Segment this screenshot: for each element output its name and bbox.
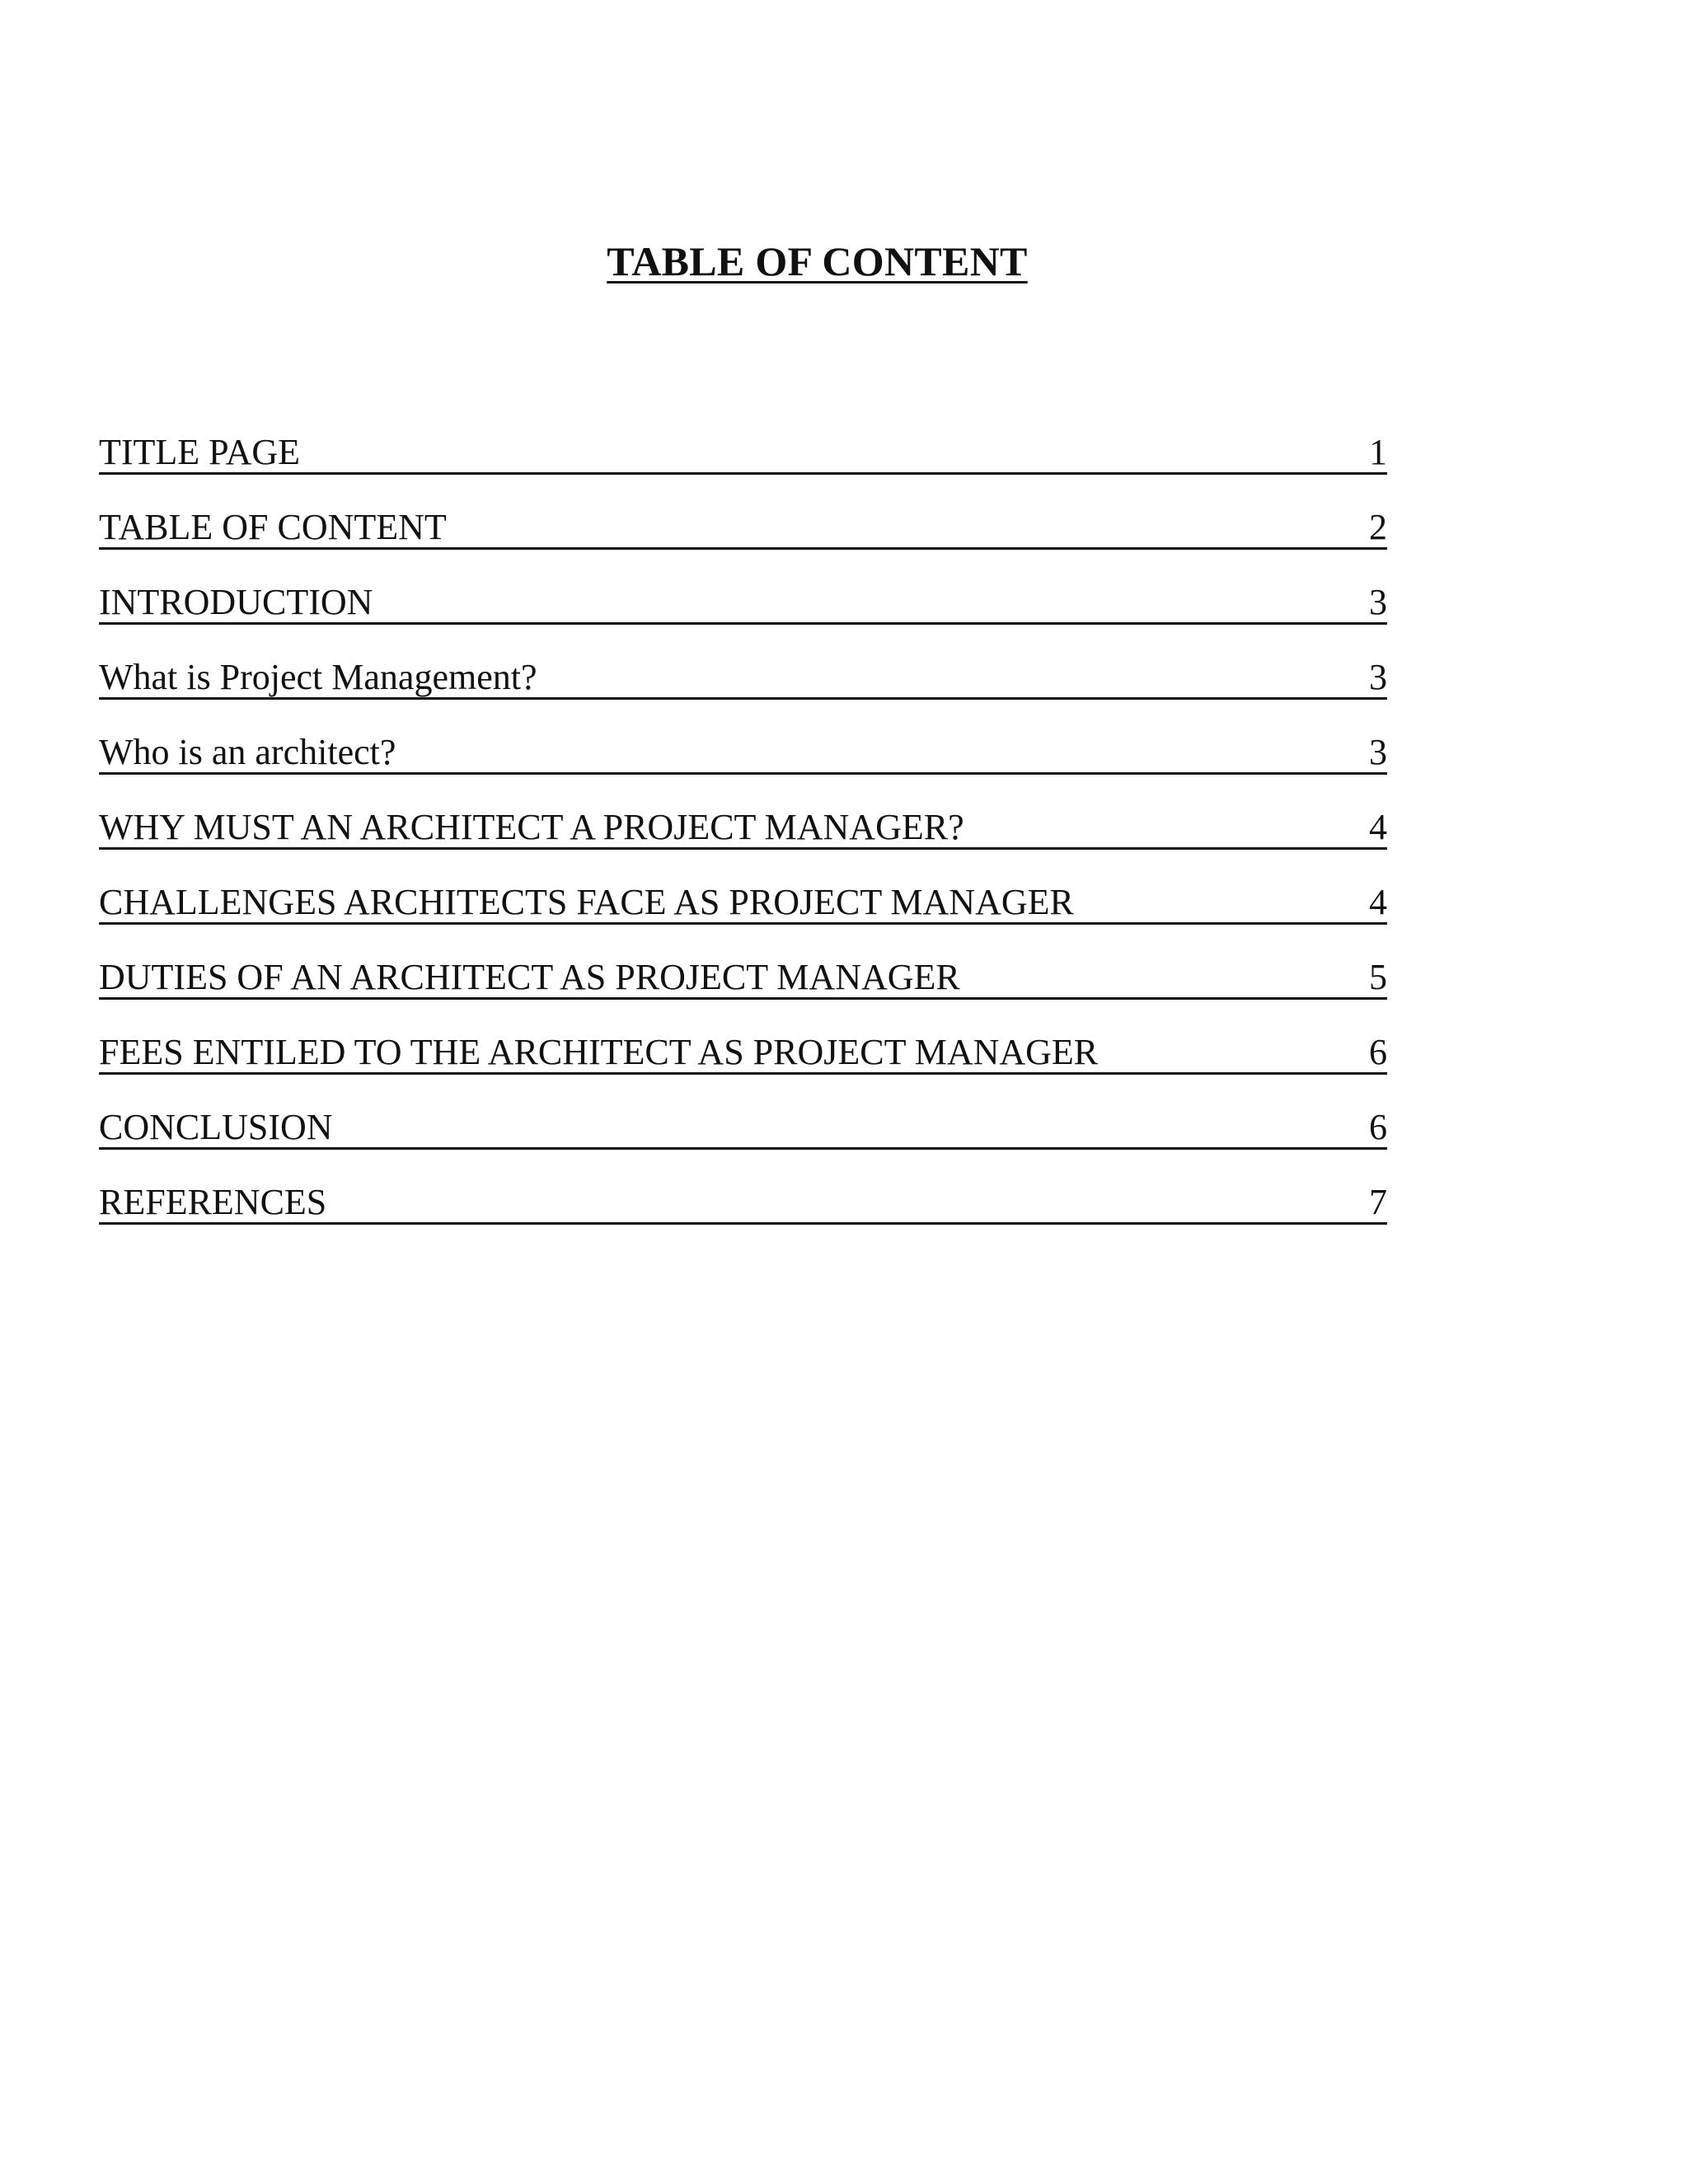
toc-entry-label: CONCLUSION	[99, 1107, 333, 1147]
toc-entry-row	[99, 1109, 1387, 1150]
toc-entry-row	[99, 809, 1387, 850]
toc-entry-page-number: 6	[1369, 1032, 1387, 1072]
toc-entry-page-number: 5	[1369, 957, 1387, 997]
toc-entry-row	[99, 509, 1387, 550]
toc-entry-fees[interactable]	[99, 1000, 1387, 1075]
toc-entry-page-number: 6	[1369, 1107, 1387, 1147]
toc-entry-page-number: 4	[1369, 882, 1387, 922]
toc-entry-label: TABLE OF CONTENT	[99, 507, 447, 547]
toc-entry-who-is-an-architect[interactable]	[99, 700, 1387, 775]
toc-entry-label: TITLE PAGE	[99, 432, 301, 472]
page-title: TABLE OF CONTENT	[607, 238, 1028, 284]
toc-entry-what-is-project-management[interactable]	[99, 625, 1387, 700]
toc-entry-introduction[interactable]	[99, 550, 1387, 625]
toc-entry-row	[99, 434, 1387, 475]
toc-entry-page-number: 7	[1369, 1182, 1387, 1222]
toc-entry-label: DUTIES OF AN ARCHITECT AS PROJECT MANAGER	[99, 957, 960, 997]
toc-entry-why-architect-project-manager[interactable]	[99, 775, 1387, 850]
toc-entry-conclusion[interactable]	[99, 1075, 1387, 1150]
toc-entry-label: FEES ENTILED TO THE ARCHITECT AS PROJECT MANAGER	[99, 1032, 1099, 1072]
toc-entry-page-number: 2	[1369, 507, 1387, 547]
toc-entry-duties[interactable]	[99, 925, 1387, 1000]
toc-entry-page-number: 3	[1369, 657, 1387, 697]
toc-entry-page-number: 4	[1369, 807, 1387, 847]
toc-entry-row	[99, 1034, 1387, 1075]
toc-entry-label: CHALLENGES ARCHITECTS FACE AS PROJECT MANAGER	[99, 882, 1074, 922]
toc-entry-page-number: 3	[1369, 582, 1387, 622]
toc-entry-challenges[interactable]	[99, 850, 1387, 925]
toc-entry-row	[99, 659, 1387, 700]
toc-entry-label: WHY MUST AN ARCHITECT A PROJECT MANAGER?	[99, 807, 964, 847]
toc-entry-label: INTRODUCTION	[99, 582, 373, 622]
toc-entry-row	[99, 1184, 1387, 1225]
table-of-contents	[99, 400, 1387, 1225]
toc-entry-label: What is Project Management?	[99, 657, 537, 697]
toc-entry-row	[99, 959, 1387, 1000]
toc-entry-table-of-content[interactable]	[99, 475, 1387, 550]
toc-entry-label: Who is an architect?	[99, 732, 396, 772]
toc-entry-references[interactable]	[99, 1150, 1387, 1225]
toc-entry-row	[99, 584, 1387, 625]
toc-entry-row	[99, 734, 1387, 775]
toc-entry-page-number: 1	[1369, 432, 1387, 472]
toc-entry-label: REFERENCES	[99, 1182, 327, 1222]
toc-entry-title-page[interactable]	[99, 400, 1387, 475]
toc-entry-row	[99, 884, 1387, 925]
toc-entry-page-number: 3	[1369, 732, 1387, 772]
